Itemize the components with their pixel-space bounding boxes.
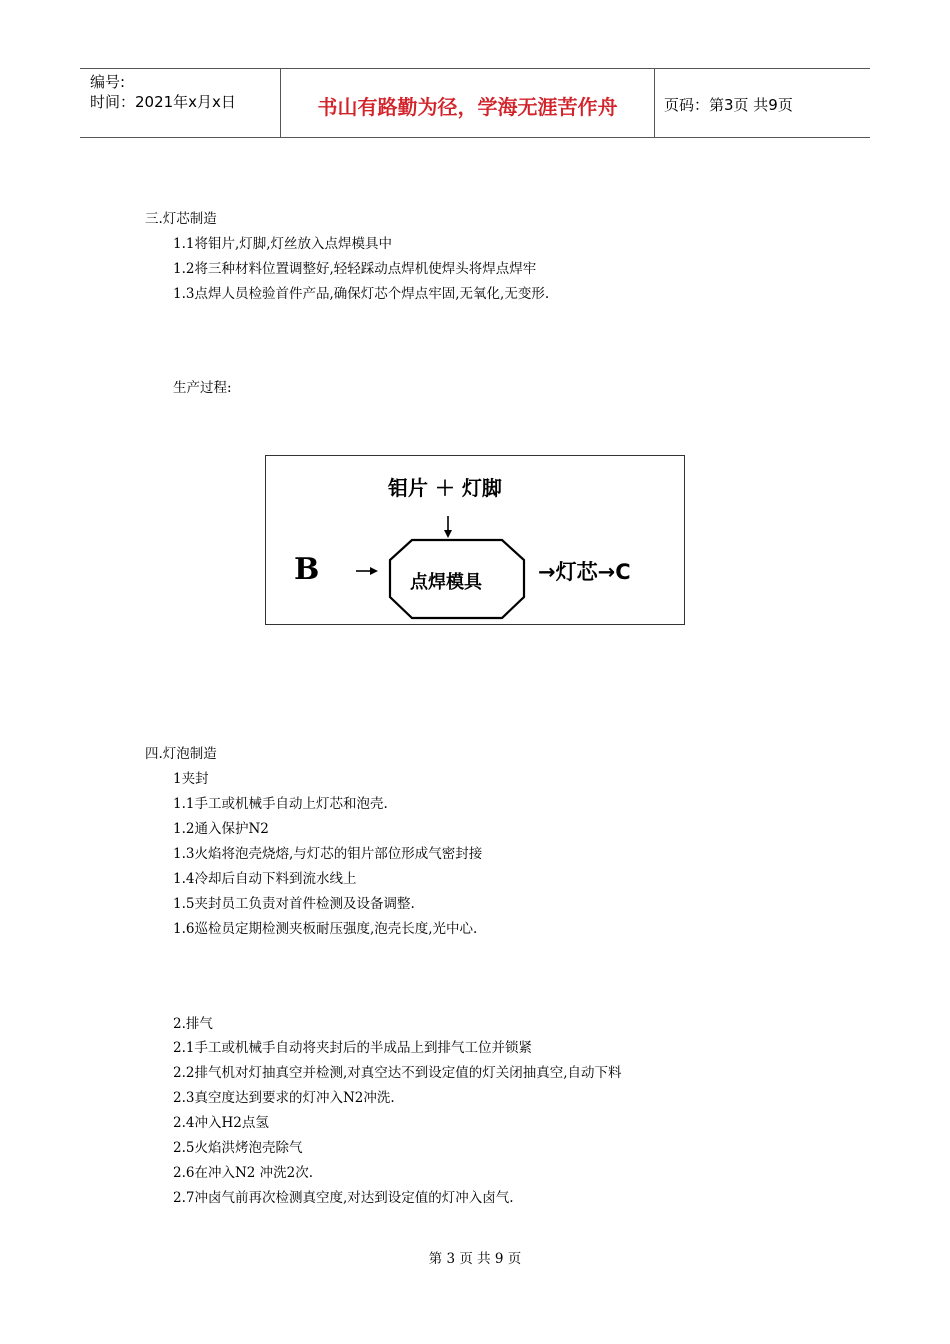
section4-item: 2.3真空度达到要求的灯冲入N2冲洗. xyxy=(173,1090,395,1106)
motto: 书山有路勤为径，学海无涯苦作舟 xyxy=(317,95,618,119)
section4-item: 2.5火焰洪烤泡壳除气 xyxy=(173,1140,303,1156)
process-diagram xyxy=(265,455,685,625)
section4-item: 1.2通入保护N2 xyxy=(173,821,269,837)
section4-item: 1.4冷却后自动下料到流水线上 xyxy=(173,871,357,887)
section4-item: 2.7冲卤气前再次检测真空度,对达到设定值的灯冲入卤气. xyxy=(173,1190,514,1206)
document-header xyxy=(80,68,870,138)
header-motto-cell xyxy=(280,69,655,137)
left-arrow-head xyxy=(370,567,378,575)
down-arrow-head xyxy=(444,530,452,538)
top-input-label: 钼片 ＋ 灯脚 xyxy=(388,476,502,500)
section3-item: 1.2将三种材料位置调整好,轻轻踩动点焊机使焊头将焊点焊牢 xyxy=(173,261,537,277)
header-page-cell xyxy=(654,69,870,137)
time-label: 时间：2021年x月x日 xyxy=(90,93,236,111)
header-meta-cell xyxy=(80,69,280,137)
section4-item: 2.1手工或机械手自动将夹封后的半成品上到排气工位并锁紧 xyxy=(173,1040,532,1056)
left-input-label: B xyxy=(294,552,320,587)
page-footer: 第 3 页 共 9 页 xyxy=(428,1251,522,1267)
process-label: 生产过程: xyxy=(173,380,232,396)
section4-item: 1.3火焰将泡壳烧熔,与灯芯的钼片部位形成气密封接 xyxy=(173,846,483,862)
right-output-label: →灯芯→C xyxy=(538,560,631,584)
subsection-title: 1夹封 xyxy=(173,771,209,787)
code-label: 编号: xyxy=(90,73,126,91)
center-label: 点焊模具 xyxy=(410,572,482,593)
section4-item: 2.4冲入H2点氢 xyxy=(173,1115,269,1131)
subsection-title: 2.排气 xyxy=(173,1016,213,1032)
section4-item: 1.5夹封员工负责对首件检测及设备调整. xyxy=(173,896,415,912)
section4-item: 2.6在冲入N2 冲洗2次. xyxy=(173,1165,314,1181)
section3-title: 三.灯芯制造 xyxy=(145,211,217,227)
section4-item: 1.1手工或机械手自动上灯芯和泡壳. xyxy=(173,796,388,812)
section4-title: 四.灯泡制造 xyxy=(145,746,217,762)
section3-item: 1.3点焊人员检验首件产品,确保灯芯个焊点牢固,无氧化,无变形. xyxy=(173,286,550,302)
page-label: 页码：第3页 共9页 xyxy=(664,96,793,114)
section4-item: 2.2排气机对灯抽真空并检测,对真空达不到设定值的灯关闭抽真空,自动下料 xyxy=(173,1065,622,1081)
section3-item: 1.1将钼片,灯脚,灯丝放入点焊模具中 xyxy=(173,236,393,252)
section4-item: 1.6巡检员定期检测夹板耐压强度,泡壳长度,光中心. xyxy=(173,921,478,937)
